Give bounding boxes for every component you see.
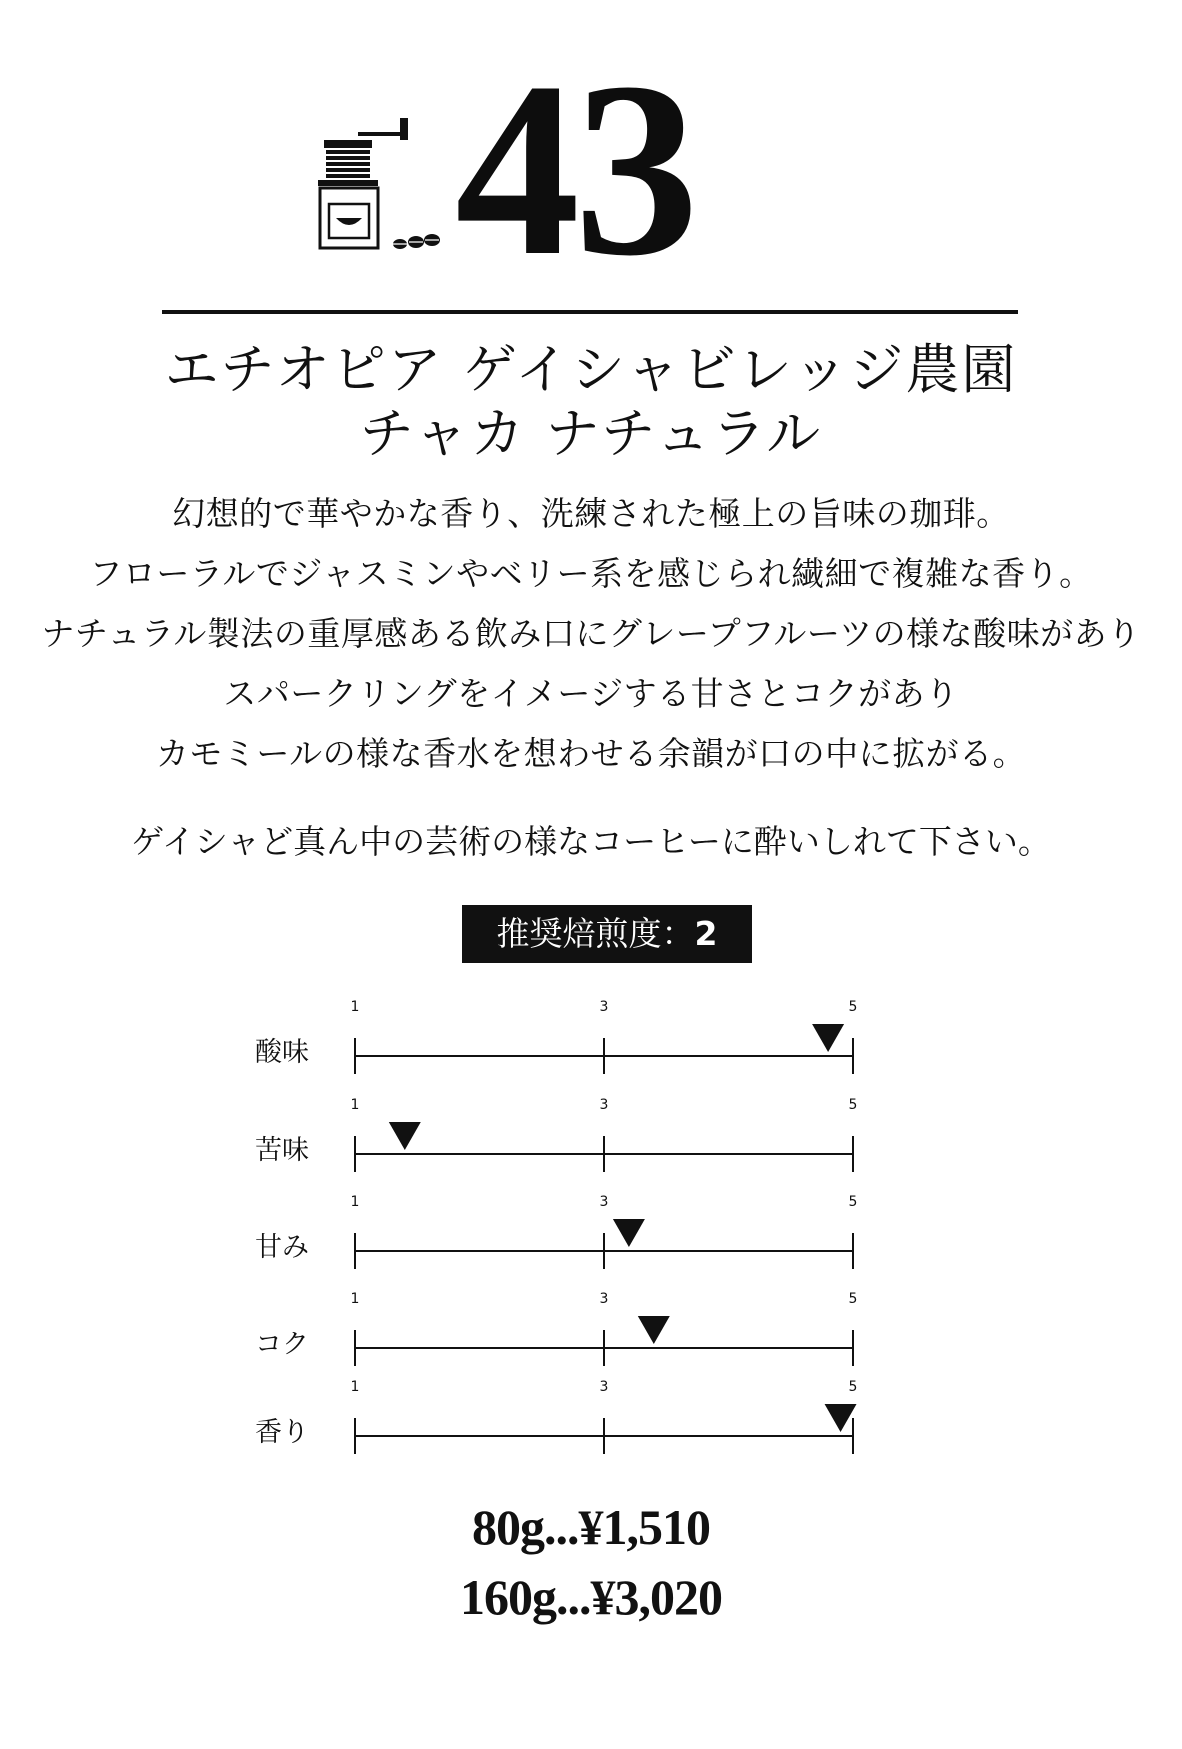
taste-label: コク: [255, 1329, 309, 1360]
roast-level-value: 2: [694, 914, 718, 953]
description-line: 幻想的で華やかな香り、洗練された極上の旨味の珈琲。: [172, 494, 1010, 533]
price-large: 160g...¥3,020: [460, 1569, 722, 1625]
rating-marker: [389, 1122, 421, 1150]
rating-marker: [825, 1404, 857, 1432]
scale-tick-label: 1: [350, 1097, 360, 1113]
description-line: ナチュラル製法の重厚感ある飲み口にグレープフルーツの様な酸味があり: [41, 614, 1141, 653]
scale-tick-label: 5: [848, 1194, 858, 1210]
scale-tick-label: 3: [599, 1097, 609, 1113]
scale-tick-label: 3: [599, 1379, 609, 1395]
taste-label: 苦味: [255, 1135, 309, 1166]
scale-tick-label: 1: [350, 1194, 360, 1210]
product-number: 43: [455, 31, 693, 308]
taste-label: 酸味: [255, 1037, 309, 1068]
scale-tick-label: 5: [848, 999, 858, 1015]
description-line: スパークリングをイメージする甘さとコクがあり: [223, 674, 959, 713]
scale-tick-label: 1: [350, 999, 360, 1015]
title-line-2: チャカ ナチュラル: [359, 402, 823, 465]
taste-label: 甘み: [255, 1232, 309, 1263]
title-line-1: エチオピア ゲイシャビレッジ農園: [164, 338, 1018, 401]
scale-tick-label: 3: [599, 999, 609, 1015]
scale-tick-label: 5: [848, 1291, 858, 1307]
rating-marker: [638, 1316, 670, 1344]
scale-tick-label: 3: [599, 1194, 609, 1210]
scale-tick-label: 1: [350, 1379, 360, 1395]
roast-level-label: 推奨焙煎度：: [496, 914, 695, 953]
price-list: [0, 1492, 1182, 1632]
scale-tick-label: 3: [599, 1291, 609, 1307]
scale-tick-label: 1: [350, 1291, 360, 1307]
price-small: 80g...¥1,510: [472, 1499, 710, 1555]
taste-label: 香り: [255, 1417, 309, 1448]
rating-marker: [613, 1219, 645, 1247]
scale-tick-label: 5: [848, 1379, 858, 1395]
description-line: フローラルでジャスミンやベリー系を感じられ繊細で複雑な香り。: [89, 554, 1093, 593]
scale-tick-label: 5: [848, 1097, 858, 1113]
description-line: カモミールの様な香水を想わせる余韻が口の中に拡がる。: [155, 734, 1027, 773]
closing-text: ゲイシャど真ん中の芸術の様なコーヒーに酔いしれて下さい。: [131, 822, 1051, 861]
rating-marker: [812, 1024, 844, 1052]
